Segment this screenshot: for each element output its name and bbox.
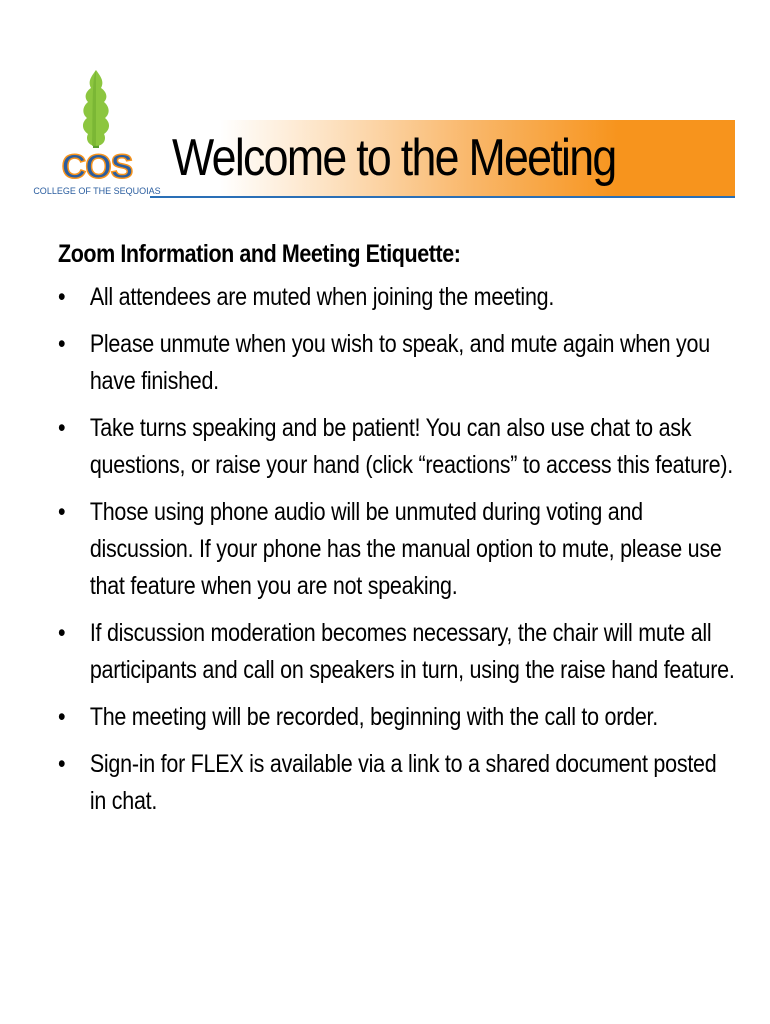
bullet-icon: •	[58, 283, 66, 311]
section-heading: Zoom Information and Meeting Etiquette:	[58, 240, 461, 268]
list-item	[58, 746, 737, 820]
etiquette-list	[58, 279, 737, 820]
bullet-icon: •	[58, 414, 66, 442]
logo-letters-icon	[62, 148, 133, 186]
list-item-text: Sign-in for FLEX is available via a link to a shared document posted in chat.	[89, 750, 717, 815]
slide-content	[58, 236, 738, 830]
list-item	[58, 615, 737, 689]
bullet-icon: •	[58, 750, 66, 778]
list-item-text: Please unmute when you wish to speak, and mute again when you have finished.	[89, 330, 710, 395]
list-item	[58, 326, 737, 400]
svg-text:COS: COS	[61, 148, 133, 186]
bullet-icon: •	[58, 330, 66, 358]
list-item-text: The meeting will be recorded, beginning with the call to order.	[89, 703, 658, 731]
list-item	[58, 279, 737, 316]
slide-title: Welcome to the Meeting	[172, 129, 616, 187]
slide-header	[0, 60, 770, 210]
list-item-text: Those using phone audio will be unmuted during voting and discussion. If your phone has the manual option to mute, please use that feature when you are not speaking.	[89, 498, 722, 600]
list-item-text: All attendees are muted when joining the meeting.	[89, 283, 555, 311]
bullet-icon: •	[58, 619, 66, 647]
bullet-icon: •	[58, 498, 66, 526]
bullet-icon: •	[58, 703, 66, 731]
list-item	[58, 494, 737, 605]
logo-tagline: COLLEGE OF THE SEQUOIAS	[33, 186, 161, 196]
list-item-text: Take turns speaking and be patient! You can also use chat to ask questions, or raise your hand (click “reactions” to access this feature).	[89, 414, 734, 479]
college-logo	[30, 60, 165, 200]
list-item	[58, 410, 737, 484]
list-item	[58, 699, 737, 736]
list-item-text: If discussion moderation becomes necessary, the chair will mute all participants and call on speakers in turn, using the raise hand feature.	[89, 619, 735, 684]
sequoia-tree-icon	[83, 70, 109, 148]
